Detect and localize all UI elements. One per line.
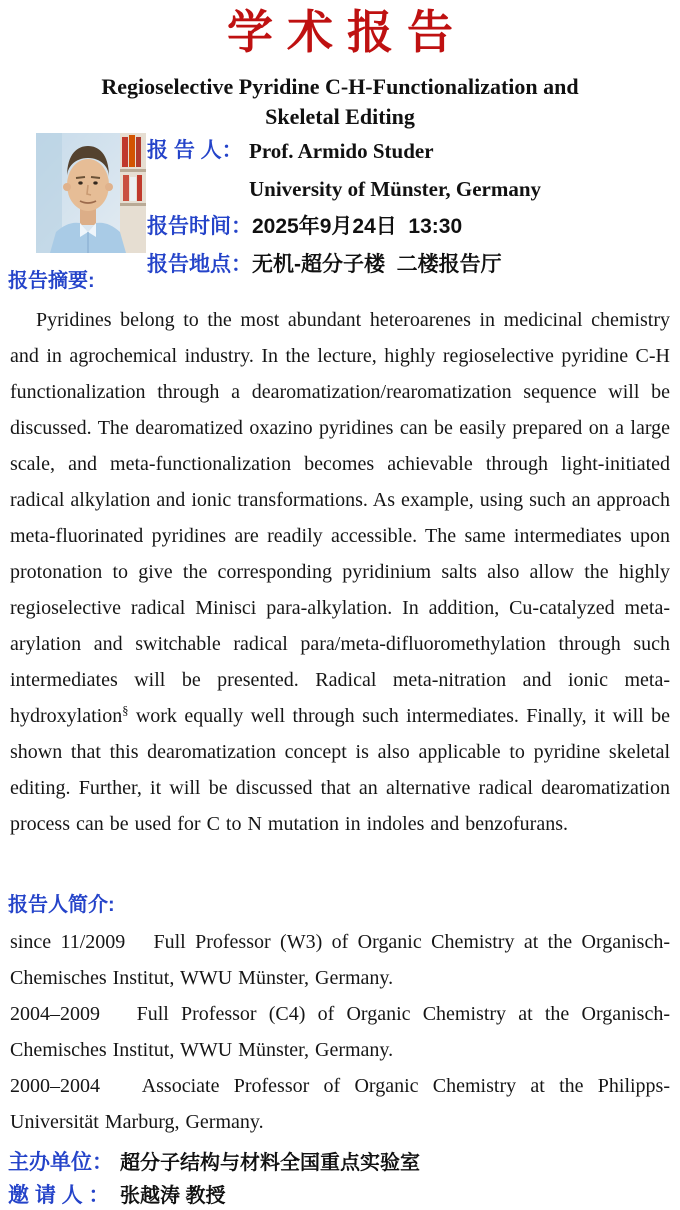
english-title-line1: Regioselective Pyridine C-H-Functionalization and	[101, 74, 579, 99]
host-label: 主办单位：	[8, 1151, 113, 1174]
bio-section-label: 报告人简介:	[8, 894, 115, 916]
affiliation-row	[147, 175, 667, 205]
venue-value: 无机-超分子楼 二楼报告厅	[252, 253, 502, 276]
speaker-name: Prof. Armido Studer	[249, 139, 434, 163]
speaker-photo	[36, 133, 146, 253]
inviter-label: 邀 请 人 ：	[8, 1184, 110, 1207]
speaker-label: 报 告 人：	[147, 139, 243, 162]
english-title-line2: Skeletal Editing	[265, 104, 415, 129]
english-title	[0, 72, 680, 132]
abstract-text-part1: Pyridines belong to the most abundant heteroarenes in medicinal chemistry and in agrochemical industry. In the lecture, highly regioselective pyridine C-H functionalization through a dearomatization/rearomatization sequence will be discussed. The dearomatized oxazino pyridines can be easily prepared on a large scale, and meta-functionalization becomes achievable through light-initiated radical alkylation and ionic transformations. As example, using such an approach meta-fluorinated pyridines are readily accessible. The same intermediates upon protonation to give the corresponding pyridinium salts also allow the highly regioselective radical Minisci para-alkylation. In addition, Cu-catalyzed meta-arylation and switchable radical para/meta-difluoromethylation through such intermediates will be presented. Radical meta-nitration and ionic meta-hydroxylation	[10, 309, 670, 727]
abstract-text-part2: work equally well through such intermediates. Finally, it will be shown that this dearomatization concept is also applicable to pyridine skeletal editing. Further, it will be discussed that an alternative radical dearomatization process can be used for C to N mutation in indoles and benzofurans.	[10, 705, 670, 835]
speaker-affiliation: University of Münster, Germany	[249, 177, 542, 201]
bio-entry: 2004–2009 Full Professor (C4) of Organic Chemistry at the Organisch-Chemisches Institut, WWU Münster, Germany.	[10, 1003, 670, 1061]
bio-entries	[10, 924, 670, 1140]
speaker-portrait-illustration	[36, 133, 146, 253]
page-title: 学术报告	[227, 6, 467, 58]
bio-entry: 2000–2004 Associate Professor of Organic Chemistry at the Philipps-Universität Marburg, Germany.	[10, 1075, 670, 1133]
speaker-row	[147, 137, 667, 167]
lecture-info	[147, 137, 667, 289]
abstract-section-label: 报告摘要:	[8, 270, 95, 292]
time-value: 2025年9月24日 13:30	[252, 215, 463, 238]
venue-label: 报告地点：	[147, 253, 252, 276]
abstract-footnote-superscript: §	[122, 703, 129, 718]
inviter-value: 张越涛 教授	[120, 1185, 226, 1207]
time-row	[147, 213, 667, 243]
time-label: 报告时间：	[147, 215, 252, 238]
host-row	[8, 1148, 420, 1178]
inviter-row	[8, 1181, 226, 1210]
abstract-text	[10, 302, 670, 842]
bio-entry: since 11/2009 Full Professor (W3) of Organic Chemistry at the Organisch-Chemisches Institut, WWU Münster, Germany.	[10, 931, 670, 989]
venue-row	[147, 251, 667, 281]
host-value: 超分子结构与材料全国重点实验室	[120, 1152, 420, 1174]
